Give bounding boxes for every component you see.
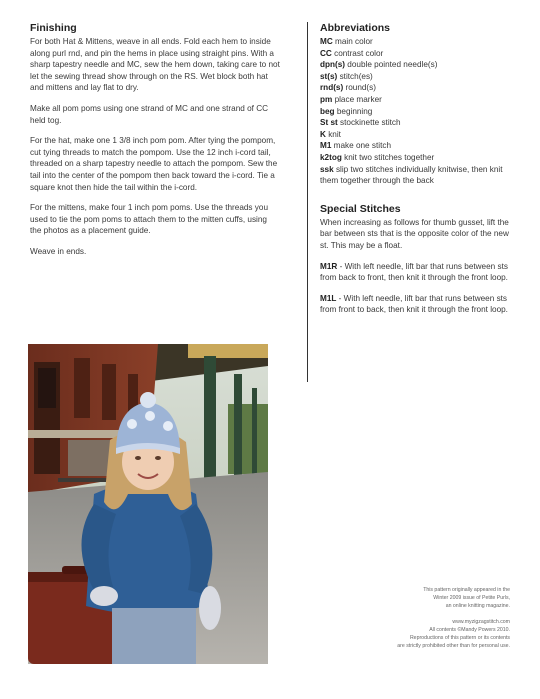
special-stitches-heading: Special Stitches	[320, 202, 401, 215]
abbreviation-item: dpn(s) double pointed needle(s)	[320, 60, 438, 70]
abbreviation-item: beg beginning	[320, 106, 373, 116]
abbreviation-item: CC contrast color	[320, 48, 384, 58]
footer-line: are strictly prohibited other than for personal use.	[397, 643, 510, 650]
m1l-instruction: M1L - With left needle, lift bar that runs between sts from front to back, then knit it through the front loop.	[320, 293, 508, 315]
abbreviation-item: rnd(s) round(s)	[320, 83, 376, 93]
abbreviation-item: MC main color	[320, 37, 373, 46]
finishing-heading: Finishing	[30, 22, 77, 34]
finishing-paragraph: Weave in ends.	[30, 246, 87, 256]
finishing-paragraph: For the hat, make one 1 3/8 inch pom pom. After tying the pompom, cut tying threads to match the pompom. Use the 12 inch i-cord tail, threaded on a sharp tapestry needle to attach the pompom. Sew the tail into the center of the pompom then back toward the i-cord. Tie a square knot then hide the tail within the i-cord.	[30, 136, 278, 192]
special-stitches-intro: When increasing as follows for thumb gusset, lift the bar between sts that is the opposite color of the new st. This may be a float.	[320, 217, 509, 250]
footer-line: an online knitting magazine.	[445, 603, 510, 610]
abbreviations-heading: Abbreviations	[320, 22, 391, 34]
footer-line: Reproductions of this pattern or its contents	[409, 635, 510, 642]
footer-website: www.myzigzagstitch.com	[452, 618, 510, 625]
finishing-section	[30, 22, 280, 267]
abbreviation-item: ssk slip two stitches individually knitwise, then knit them together through the back	[320, 164, 503, 186]
abbreviation-item: k2tog knit two stitches together	[320, 152, 435, 162]
footer-credits	[310, 586, 510, 650]
footer-line: All contents ©Mandy Powers 2010.	[429, 626, 510, 633]
footer-line: This pattern originally appeared in the	[423, 587, 510, 593]
finishing-paragraph: For both Hat & Mittens, weave in all ends. Fold each hem to inside along purl rnd, and pin the hems in place using straight pins. With a sharp tapestry needle and MC, sew the hem down, taking care to not let the sewing thread show through on the RS. Wet block both hat and mittens and lay flat to dry.	[30, 37, 280, 93]
abbreviation-item: St st stockinette stitch	[320, 118, 401, 128]
right-column	[307, 22, 518, 382]
finishing-paragraph: Make all pom poms using one strand of MC and one strand of CC held tog.	[30, 103, 269, 125]
abbreviation-item: st(s) stitch(es)	[320, 71, 373, 81]
abbreviation-item: pm place marker	[320, 94, 382, 104]
abbreviation-item: K knit	[320, 129, 341, 139]
m1r-instruction: M1R - With left needle, lift bar that runs between sts from back to front, then knit it through the front loop.	[320, 261, 508, 283]
abbreviation-item: M1 make one stitch	[320, 141, 391, 151]
finishing-paragraph: For the mittens, make four 1 inch pom poms. Use the threads you used to tie the pom poms to attach them to the mitten cuffs, using the photos as a placement guide.	[30, 203, 269, 236]
footer-line: Winter 2009 issue of Petite Purls,	[433, 595, 510, 602]
child-photo	[28, 344, 268, 664]
abbreviations-list	[320, 36, 518, 187]
